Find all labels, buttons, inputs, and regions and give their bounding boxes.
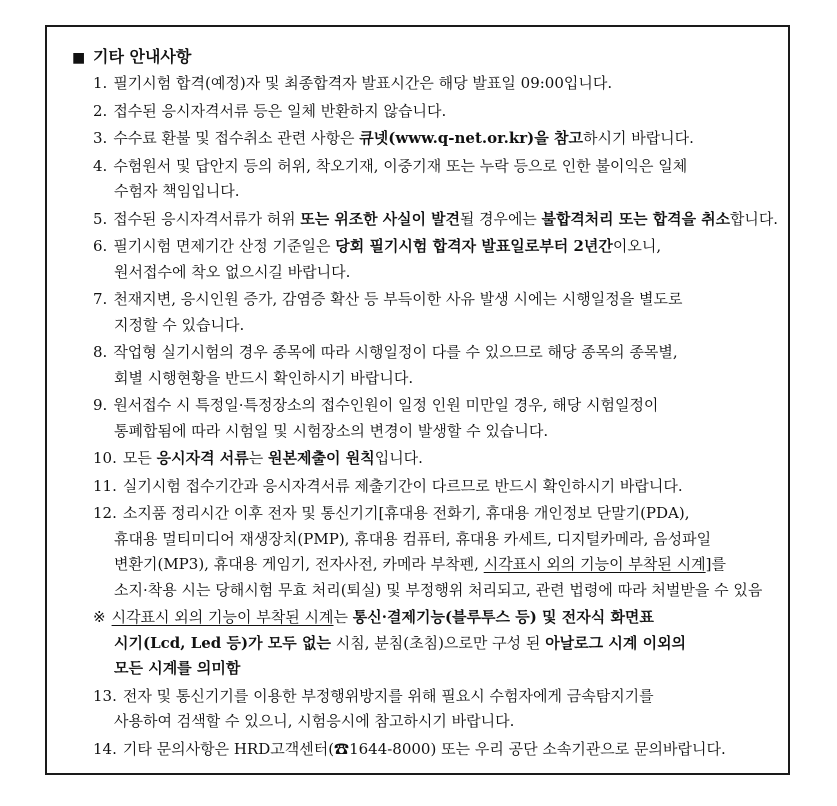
item-line: [93, 709, 778, 735]
item-line: [93, 684, 778, 710]
emphasis-text: 응시자격 서류: [156, 449, 249, 467]
item-number: 2.: [93, 101, 108, 120]
item-text: 수험원서 및 답안지 등의 허위, 착오기재, 이중기재 또는 누락 등으로 인한 불이익은 일체: [113, 156, 688, 175]
emphasis-text: 큐넷(www.q-net.or.kr)을 참고: [359, 129, 583, 147]
notice-item-14: [93, 737, 778, 763]
item-line: [93, 605, 778, 631]
item-text: 작업형 실기시험의 경우 종목에 따라 시행일정이 다를 수 있으므로 해당 종목의 종목별,: [113, 343, 678, 361]
item-text: 기타 문의사항은 HRD고객센터(: [122, 739, 335, 758]
item-line: [93, 527, 778, 553]
item-line: [93, 207, 778, 233]
item-line: [93, 71, 778, 97]
notice-item-3: [93, 126, 778, 152]
notice-item-7: [93, 287, 778, 338]
item-text: 는: [333, 608, 353, 626]
notice-item-9: [93, 393, 778, 444]
emphasis-text: 원본제출이 원칙: [268, 449, 375, 467]
item-line-content: [93, 605, 654, 631]
item-text: 입니다.: [374, 449, 423, 467]
emphasis-text: 아날로그 시계 이외의: [545, 633, 687, 652]
item-text: 접수된 응시자격서류 등은 일체 반환하지 않습니다.: [113, 101, 447, 120]
underlined-text: 시각표시 외의 기능이 부착된 시계: [483, 555, 706, 573]
item-number: 11.: [93, 476, 117, 495]
item-text: 소지품 정리시간 이후 전자 및 통신기기[휴대용 전화기, 휴대용 개인정보 단말기(PDA),: [122, 504, 690, 522]
notice-item-11: [93, 474, 778, 500]
item-line-content: [114, 709, 514, 735]
item-number: 12.: [93, 504, 117, 522]
item-line-content: [114, 260, 350, 286]
item-number: 9.: [93, 396, 108, 414]
emphasis-text: 당회 필기시험 합격자 발표일로부터 2년간: [335, 237, 613, 255]
emphasis-text: 시기(Lcd, Led 등)가 모두 없는: [114, 633, 331, 652]
item-line-content: [93, 340, 678, 366]
item-line-content: [114, 419, 548, 445]
note-mark: ※: [93, 608, 106, 626]
item-line: [93, 154, 778, 180]
item-line-content: [114, 179, 239, 205]
item-line-content: [93, 446, 423, 472]
item-line: [93, 419, 778, 445]
item-text: 통폐합됨에 따라 시험일 및 시험장소의 변경이 발생할 수 있습니다.: [114, 421, 549, 440]
notice-item-8: [93, 340, 778, 391]
item-line: [93, 234, 778, 260]
item-number: 3.: [93, 129, 108, 147]
item-text: 수수료 환불 및 접수취소 관련 사항은: [113, 129, 360, 147]
item-number: 1.: [93, 74, 108, 92]
item-line: [93, 578, 778, 604]
item-text: 전자 및 통신기기를 이용한 부정행위방지를 위해 필요시 수험자에게 금속탐지기를: [122, 686, 654, 705]
item-line-content: [93, 154, 687, 180]
item-line-content: [114, 313, 244, 339]
item-text: 천재지변, 응시인원 증가, 감염증 확산 등 부득이한 사유 발생 시에는 시행일정을 별도로: [113, 290, 683, 308]
item-line-content: [93, 474, 683, 500]
item-text: 실기시험 접수기간과 응시자격서류 제출기간이 다르므로 반드시 확인하시기 바랍니다.: [122, 476, 683, 495]
item-line-content: [93, 207, 778, 233]
item-line-content: [93, 99, 446, 125]
item-text: 접수된 응시자격서류가 허위: [113, 209, 301, 228]
item-line-content: [93, 393, 658, 419]
notice-heading: [72, 44, 191, 70]
item-text: 휴대용 멀티미디어 재생장치(PMP), 휴대용 컴퓨터, 휴대용 카세트, 디지털카메라, 음성파일: [114, 529, 712, 548]
item-line-content: [93, 126, 694, 152]
item-line: [93, 501, 778, 527]
item-number: 4.: [93, 156, 108, 175]
emphasis-text: 모든 시계를 의미함: [114, 659, 241, 677]
item-line: [93, 737, 778, 763]
notice-item-12: [93, 501, 778, 603]
item-text: 필기시험 면제기간 산정 기준일은: [113, 237, 336, 255]
item-line: [93, 474, 778, 500]
item-number: 10.: [93, 449, 117, 467]
square-bullet-icon: ■: [72, 50, 86, 66]
item-text: 모든: [122, 449, 157, 467]
notice-item-5: [93, 207, 778, 233]
item-text: 수험자 책임입니다.: [114, 182, 240, 200]
notice-item-4: [93, 154, 778, 205]
emphasis-text: 불합격처리 또는 합격을 취소: [541, 209, 731, 228]
item-line: [93, 179, 778, 205]
item-line: [93, 260, 778, 286]
item-text: ]를: [705, 555, 726, 573]
item-line: [93, 446, 778, 472]
notice-item-10: [93, 446, 778, 472]
item-line-content: [93, 287, 682, 313]
item-line-content: [93, 501, 690, 527]
notice-list: [93, 71, 778, 762]
emphasis-text: 통신·결제기능(블루투스 등) 및 전자식 화면표: [352, 608, 654, 626]
item-line: [93, 126, 778, 152]
item-text: 회별 시행현황을 반드시 확인하시기 바랍니다.: [114, 368, 414, 387]
item-line-content: [114, 656, 240, 682]
item-line-content: [93, 737, 726, 763]
underlined-text: 시각표시 외의 기능이 부착된 시계: [111, 608, 334, 626]
item-text: 하시기 바랍니다.: [582, 129, 694, 147]
heading-title: 기타 안내사항: [93, 47, 192, 66]
item-line: [93, 393, 778, 419]
item-text: 소지·착용 시는 당해시험 무효 처리(퇴실) 및 부정행위 처리되고, 관련 법령에 따라 처벌받을 수 있음: [114, 580, 763, 599]
item-line-content: [93, 234, 661, 260]
item-line-content: [114, 578, 762, 604]
item-number: 8.: [93, 343, 108, 361]
item-text: 원서접수 시 특정일·특정장소의 접수인원이 일정 인원 미만일 경우, 해당 시험일정이: [113, 396, 659, 414]
item-text: 변환기(MP3), 휴대용 게임기, 전자사전, 카메라 부착펜,: [114, 555, 484, 573]
notice-box: [45, 25, 790, 775]
item-line: [93, 287, 778, 313]
item-text: 이오니,: [612, 237, 662, 255]
item-number: 7.: [93, 290, 108, 308]
item-text: 합니다.: [730, 209, 778, 228]
item-line-content: [93, 684, 654, 710]
item-line-content: [114, 527, 711, 553]
item-line: [93, 99, 778, 125]
note-item: [93, 605, 778, 682]
item-number: 5.: [93, 209, 108, 228]
item-text: 원서접수에 착오 없으시길 바랍니다.: [114, 262, 351, 281]
item-text: 사용하여 검색할 수 있으니, 시험응시에 참고하시기 바랍니다.: [114, 712, 515, 730]
item-line-content: [114, 366, 413, 392]
item-line: [93, 656, 778, 682]
item-line: [93, 340, 778, 366]
item-line-content: [114, 552, 726, 578]
notice-item-6: [93, 234, 778, 285]
item-text: 지정할 수 있습니다.: [114, 315, 245, 334]
item-line: [93, 313, 778, 339]
emphasis-text: 또는 위조한 사실이 발견: [300, 209, 460, 228]
item-text: 될 경우에는: [459, 209, 542, 228]
notice-item-1: [93, 71, 778, 97]
item-number: 14.: [93, 739, 117, 758]
item-text: 시침, 분침(초침)으로만 구성 된: [330, 633, 546, 652]
item-line-content: [93, 71, 612, 97]
notice-item-13: [93, 684, 778, 735]
item-text: 1644-8000) 또는 우리 공단 소속기관으로 문의바랍니다.: [349, 739, 726, 758]
item-line: [93, 631, 778, 657]
item-line: [93, 366, 778, 392]
item-line: [93, 552, 778, 578]
item-text: 는: [248, 449, 269, 467]
phone-icon: ☎: [334, 739, 350, 758]
item-number: 13.: [93, 686, 117, 705]
item-number: 6.: [93, 237, 108, 255]
item-text: 필기시험 합격(예정)자 및 최종합격자 발표시간은 해당 발표일 09:00입니다.: [113, 74, 613, 92]
item-line-content: [114, 631, 686, 657]
notice-item-2: [93, 99, 778, 125]
